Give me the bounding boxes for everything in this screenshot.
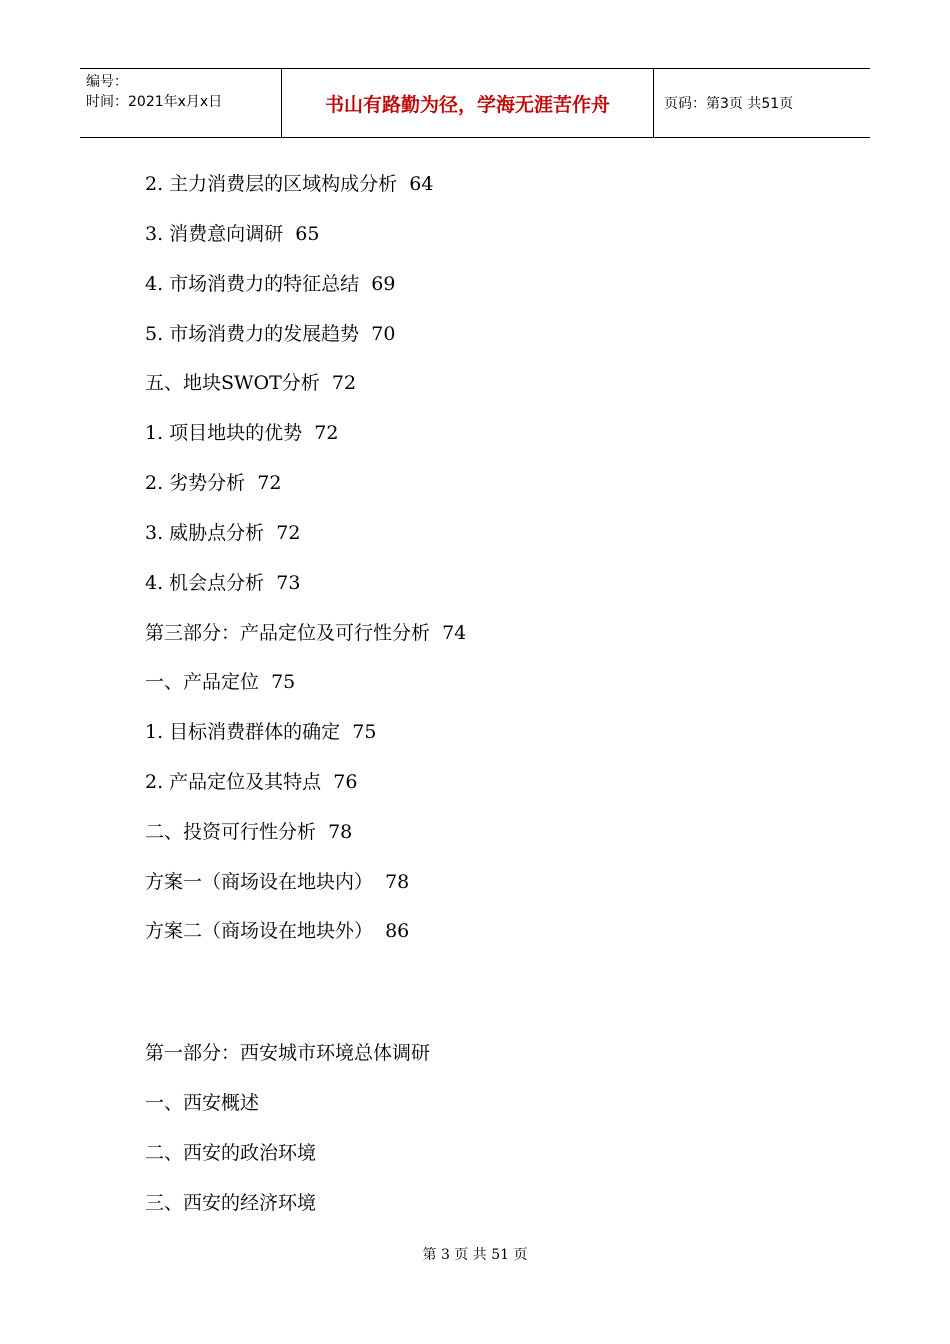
toc-line: 1. 项目地块的优势 72	[145, 422, 339, 444]
number-label: 编号：	[86, 74, 128, 90]
toc-line: 二、投资可行性分析 78	[145, 821, 353, 843]
page-footer: 第 3 页 共 51 页	[422, 1247, 528, 1263]
toc-line: 2. 主力消费层的区域构成分析 64	[145, 173, 434, 195]
header-motto: 书山有路勤为径，学海无涯苦作舟	[282, 69, 654, 137]
toc-line: 第三部分：产品定位及可行性分析 74	[145, 622, 467, 644]
header-page-info: 页码：第3页 共51页	[664, 96, 794, 112]
toc-line: 3. 消费意向调研 65	[145, 223, 320, 245]
toc-line: 方案一（商场设在地块内） 78	[145, 871, 410, 893]
section-heading: 三、西安的经济环境	[145, 1192, 317, 1214]
toc-line: 5. 市场消费力的发展趋势 70	[145, 323, 396, 345]
header-meta	[80, 69, 282, 137]
toc-line: 1. 目标消费群体的确定 75	[145, 721, 377, 743]
section-heading: 一、西安概述	[145, 1092, 260, 1114]
time-label: 时间：2021年x月x日	[86, 94, 223, 110]
toc-line: 4. 机会点分析 73	[145, 572, 301, 594]
toc-line: 3. 威胁点分析 72	[145, 522, 301, 544]
page-header	[80, 68, 870, 138]
toc-line: 4. 市场消费力的特征总结 69	[145, 273, 396, 295]
section-heading: 二、西安的政治环境	[145, 1142, 317, 1164]
toc-line: 方案二（商场设在地块外） 86	[145, 920, 410, 942]
toc-line: 五、地块SWOT分析 72	[145, 372, 357, 394]
toc-line: 2. 产品定位及其特点 76	[145, 771, 358, 793]
toc-line: 2. 劣势分析 72	[145, 472, 282, 494]
section-heading: 第一部分：西安城市环境总体调研	[145, 1042, 431, 1064]
toc-line: 一、产品定位 75	[145, 671, 296, 693]
